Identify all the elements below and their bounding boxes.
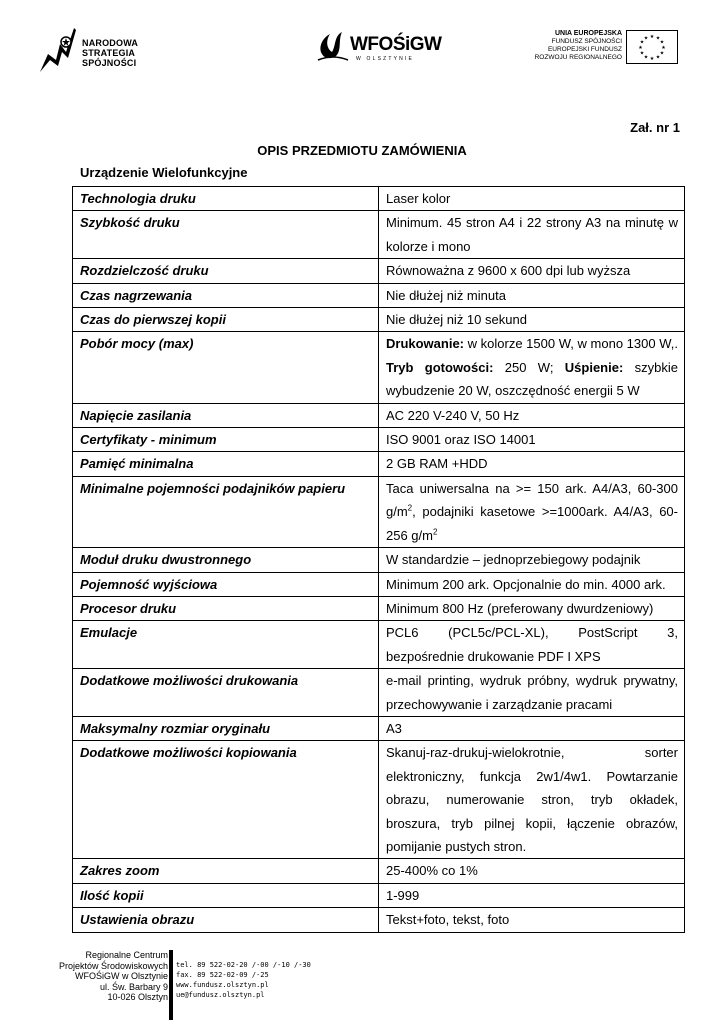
attachment-label: Zał. nr 1 — [630, 120, 680, 135]
param-cell: Pojemność wyjściowa — [73, 572, 379, 596]
param-cell: Dodatkowe możliwości kopiowania — [73, 741, 379, 859]
eu-flag-icon — [626, 30, 678, 64]
param-cell: Ilość kopii — [73, 883, 379, 907]
svg-text:★: ★ — [655, 54, 661, 61]
printing-value: w kolorze 1500 W, w mono 1300 W,. — [464, 336, 678, 352]
value-cell: Nie dłużej niż minuta — [379, 283, 685, 307]
table-row — [73, 308, 685, 332]
table-row — [73, 883, 685, 907]
footer-divider — [169, 950, 173, 1020]
footer-organization — [59, 950, 168, 1003]
wfosigw-name: WFOŚiGW — [350, 34, 442, 55]
org-line5: 10-026 Olsztyn — [107, 992, 168, 1002]
table-row — [73, 259, 685, 283]
table-row — [73, 621, 685, 669]
param-cell: Procesor druku — [73, 596, 379, 620]
value-cell: W standardzie – jednoprzebiegowy podajnik — [379, 548, 685, 572]
org-line4: ul. Św. Barbary 9 — [99, 981, 168, 992]
param-cell: Ustawienia obrazu — [73, 908, 379, 932]
value-cell: Minimum. 45 stron A4 i 22 strony A3 na minutę w kolorze i mono — [379, 211, 685, 259]
svg-text:★: ★ — [649, 34, 655, 40]
svg-text:★: ★ — [649, 56, 655, 62]
value-cell: 1-999 — [379, 883, 685, 907]
param-cell: Rozdzielczość druku — [73, 259, 379, 283]
specification-table — [72, 186, 685, 933]
table-row — [73, 403, 685, 427]
standby-label: Tryb gotowości: — [386, 359, 494, 375]
table-row — [73, 452, 685, 476]
strategy-emblem-icon — [38, 24, 78, 74]
emulation-line1: PCL6 (PCL5c/PCL-XL), PostScript 3, — [386, 625, 678, 641]
tray-text-2: , podajniki kasetowe >=1000ark. A4/A3, 60-256 g/m — [386, 504, 678, 543]
table-row — [73, 716, 685, 740]
wfosigw-logo — [316, 28, 442, 68]
table-row — [73, 211, 685, 259]
value-cell: Równoważna z 9600 x 600 dpi lub wyższa — [379, 259, 685, 283]
param-cell: Dodatkowe możliwości drukowania — [73, 669, 379, 717]
svg-text:★: ★ — [661, 45, 666, 51]
value-cell: ISO 9001 oraz ISO 14001 — [379, 428, 685, 452]
value-cell: AC 220 V-240 V, 50 Hz — [379, 403, 685, 427]
emulation-line2: bezpośrednie drukowanie PDF I XPS — [386, 648, 601, 664]
value-cell: A3 — [379, 716, 685, 740]
eu-line1: UNIA EUROPEJSKA — [554, 30, 622, 37]
svg-text:★: ★ — [639, 50, 645, 57]
param-cell: Maksymalny rozmiar oryginału — [73, 716, 379, 740]
param-cell: Szybkość druku — [73, 211, 379, 259]
param-cell: Minimalne pojemności podajników papieru — [73, 476, 379, 547]
device-subtitle: Urządzenie Wielofunkcyjne — [80, 165, 248, 180]
table-row — [73, 283, 685, 307]
eu-text — [522, 30, 622, 62]
param-cell: Pobór mocy (max) — [73, 332, 379, 403]
superscript: 2 — [407, 503, 413, 513]
contact-email-link[interactable]: ue@fundusz.olsztyn.pl — [176, 991, 265, 999]
table-row — [73, 476, 685, 547]
tray-text-1: Taca uniwersalna na >= 150 ark. A4/A3, 60-300 g/m — [386, 480, 678, 520]
value-cell — [379, 621, 685, 669]
sleep-value: szybkie wybudzenie 20 W, oszczędność energii 5 W — [386, 359, 678, 399]
nss-line1: NARODOWA — [82, 38, 139, 48]
wfosigw-sub: W OLSZTYNIE — [356, 56, 415, 62]
value-cell — [379, 741, 685, 859]
svg-text:★: ★ — [643, 35, 649, 42]
contact-phone: tel. 89 522-02-20 /-00 /-10 /-30 — [176, 961, 311, 969]
contact-website-link[interactable]: www.fundusz.olsztyn.pl — [176, 981, 269, 989]
table-row — [73, 908, 685, 932]
table-row — [73, 548, 685, 572]
eu-line4: ROZWOJU REGIONALNEGO — [534, 54, 622, 61]
table-row — [73, 187, 685, 211]
nss-name — [82, 38, 188, 68]
table-row — [73, 596, 685, 620]
swan-icon — [316, 28, 350, 64]
eu-line2: FUNDUSZ SPÓJNOŚCI — [551, 38, 622, 45]
svg-text:★: ★ — [639, 39, 645, 46]
param-cell: Czas nagrzewania — [73, 283, 379, 307]
value-cell: Laser kolor — [379, 187, 685, 211]
param-cell: Pamięć minimalna — [73, 452, 379, 476]
value-cell: 25-400% co 1% — [379, 859, 685, 883]
value-cell: Tekst+foto, tekst, foto — [379, 908, 685, 932]
value-cell: Minimum 800 Hz (preferowany dwurdzeniowy) — [379, 596, 685, 620]
param-cell: Moduł druku dwustronnego — [73, 548, 379, 572]
standby-value: 250 W; — [493, 359, 565, 375]
svg-text:★: ★ — [655, 35, 661, 42]
org-line1: Regionalne Centrum — [85, 950, 168, 960]
table-row — [73, 741, 685, 859]
table-row — [73, 572, 685, 596]
eu-line3: EUROPEJSKI FUNDUSZ — [547, 46, 622, 53]
table-row — [73, 428, 685, 452]
value-cell: 2 GB RAM +HDD — [379, 452, 685, 476]
nss-line2: STRATEGIA SPÓJNOŚCI — [82, 48, 137, 68]
org-line3: WFOŚiGW w Olsztynie — [74, 971, 168, 981]
eu-logo — [530, 28, 680, 68]
value-cell — [379, 332, 685, 403]
printing-label: Drukowanie: — [386, 336, 465, 352]
copy-options-rest: elektroniczny, funkcja 2w1/4w1. Powtarzanie obrazu, numerowanie stron, tryb okładek, broszura, tryb pilnej kopii, łączenie obrazów, pomijanie pustych stron. — [386, 768, 678, 854]
param-cell: Certyfikaty - minimum — [73, 428, 379, 452]
param-cell: Technologia druku — [73, 187, 379, 211]
param-cell: Zakres zoom — [73, 859, 379, 883]
footer-contact — [176, 960, 311, 1000]
document-title: OPIS PRZEDMIOTU ZAMÓWIENIA — [257, 143, 467, 158]
value-cell — [379, 476, 685, 547]
svg-text:★: ★ — [643, 54, 649, 61]
param-cell: Czas do pierwszej kopii — [73, 308, 379, 332]
table-row — [73, 859, 685, 883]
narodowa-strategia-logo — [38, 24, 188, 74]
svg-text:★: ★ — [659, 50, 665, 57]
param-cell: Napięcie zasilania — [73, 403, 379, 427]
sleep-label: Uśpienie: — [564, 359, 624, 375]
table-row — [73, 332, 685, 403]
copy-options-line1: Skanuj-raz-drukuj-wielokrotnie, sorter — [386, 745, 678, 761]
value-cell: Minimum 200 ark. Opcjonalnie do min. 4000 ark. — [379, 572, 685, 596]
param-cell: Emulacje — [73, 621, 379, 669]
org-line2: Projektów Środowiskowych — [58, 960, 168, 971]
superscript: 2 — [432, 527, 438, 537]
value-cell: e-mail printing, wydruk próbny, wydruk prywatny, przechowywanie i zarządzanie pracami — [379, 669, 685, 717]
svg-text:★: ★ — [659, 39, 665, 46]
table-row — [73, 669, 685, 717]
contact-fax: fax. 89 522-02-09 /-25 — [176, 971, 269, 979]
svg-text:★: ★ — [638, 45, 643, 51]
value-cell: Nie dłużej niż 10 sekund — [379, 308, 685, 332]
